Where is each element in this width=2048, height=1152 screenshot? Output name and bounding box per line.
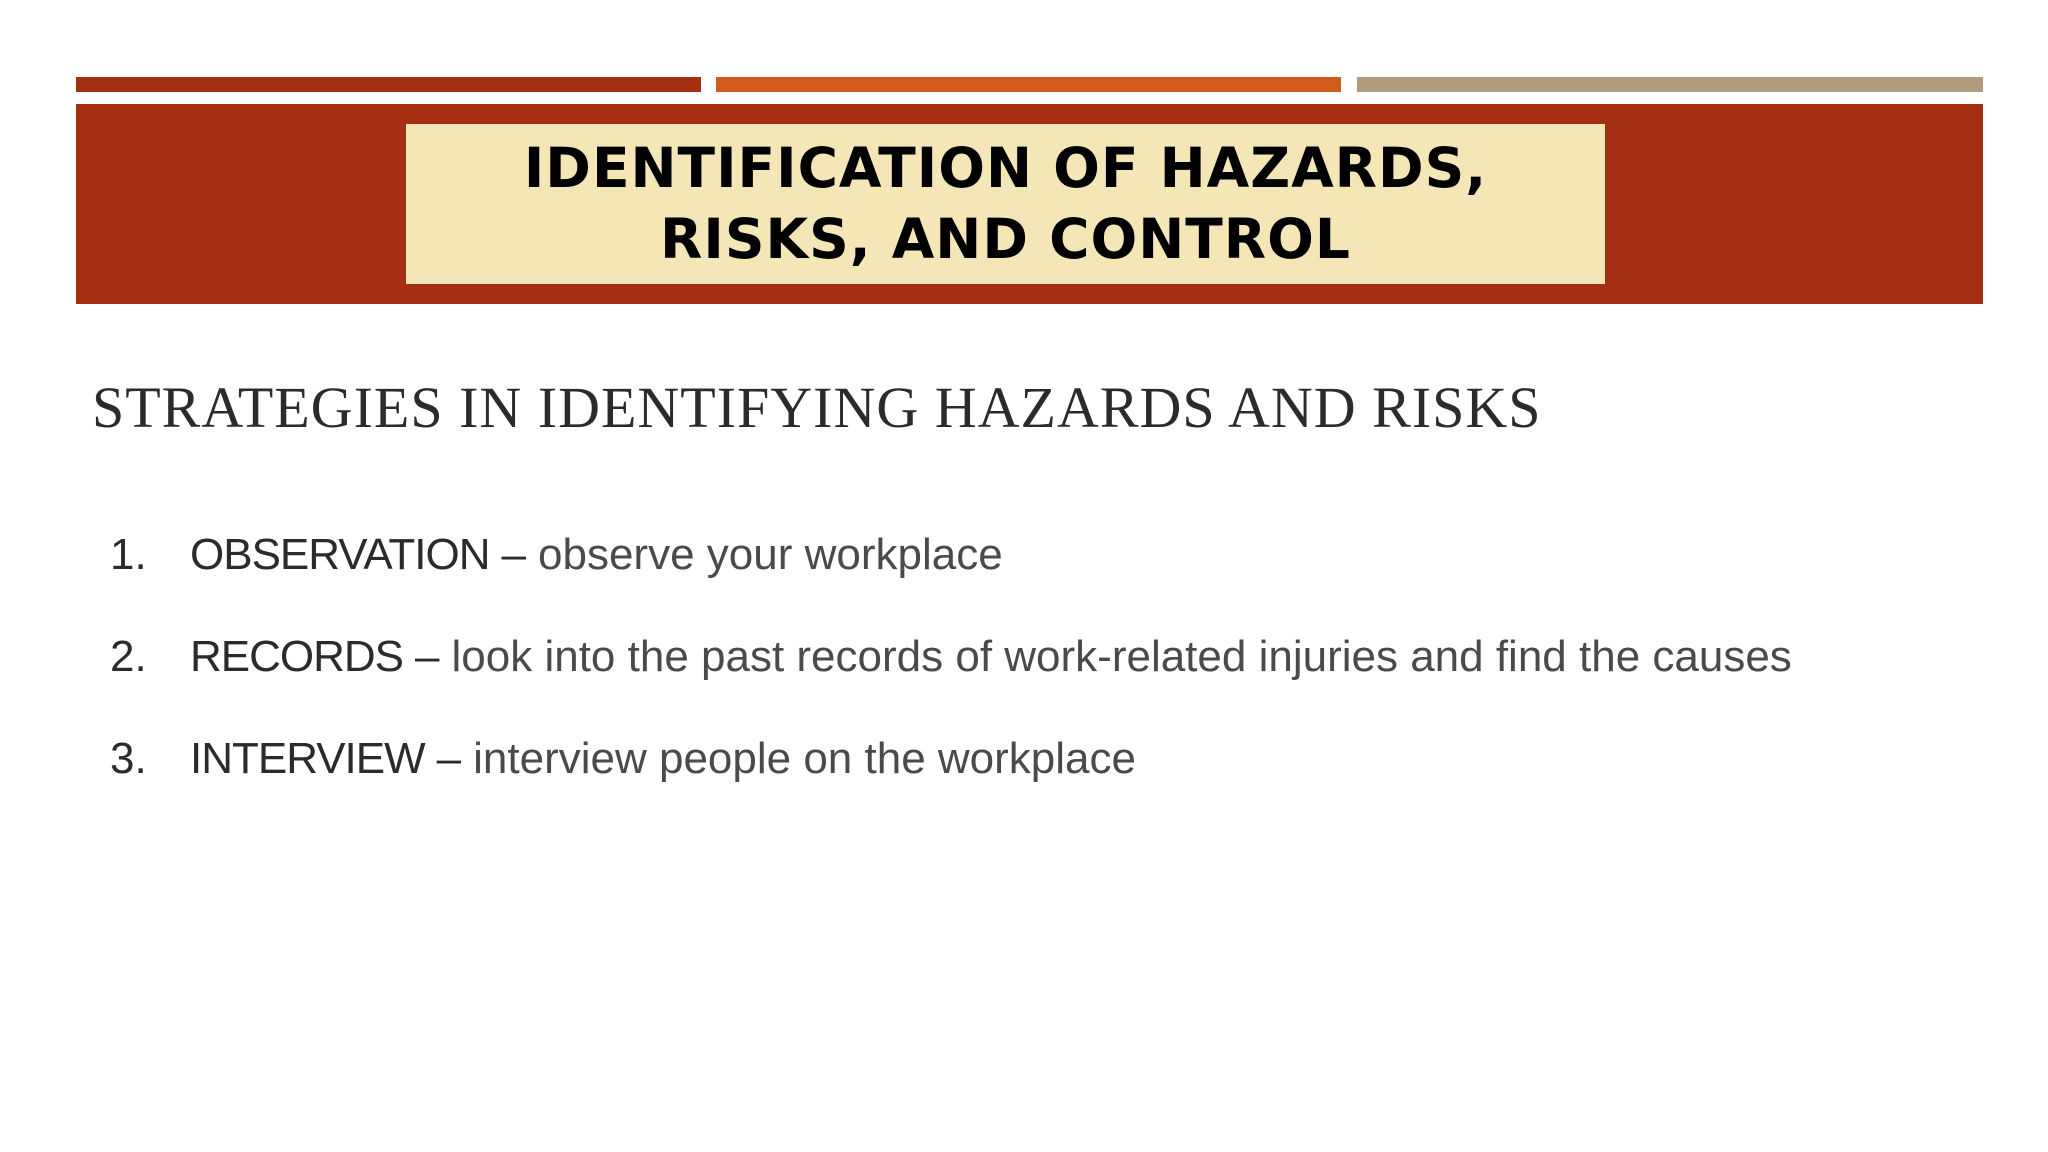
list-item-separator: – xyxy=(415,632,440,681)
list-item xyxy=(110,734,1792,836)
list-item-number: 3. xyxy=(110,734,147,783)
slide-title-line-2: RISKS, AND CONTROL xyxy=(660,207,1351,271)
list-item-number: 1. xyxy=(110,530,147,579)
list-item-description: look into the past records of work-related injuries and find the causes xyxy=(451,632,1792,681)
list-item-description: interview people on the workplace xyxy=(473,734,1136,783)
list-item-number: 2. xyxy=(110,632,147,681)
list-item-separator: – xyxy=(436,734,462,783)
slide-title xyxy=(524,133,1487,275)
list-item xyxy=(110,632,1792,734)
strategy-list xyxy=(110,530,1792,836)
list-item-term: OBSERVATION xyxy=(190,530,490,579)
list-item xyxy=(110,530,1792,632)
title-box xyxy=(406,124,1605,284)
slide-title-line-1: IDENTIFICATION OF HAZARDS, xyxy=(523,136,1488,200)
slide-subtitle: STRATEGIES IN IDENTIFYING HAZARDS AND RISKS xyxy=(92,375,1542,440)
list-item-term: RECORDS xyxy=(190,632,404,681)
accent-bar-dark-red xyxy=(76,77,701,92)
accent-bar-tan xyxy=(1357,77,1983,92)
list-item-description: observe your workplace xyxy=(538,530,1003,579)
accent-bar-orange xyxy=(716,77,1341,92)
list-item-term: INTERVIEW xyxy=(190,734,425,783)
list-item-separator: – xyxy=(501,530,526,579)
